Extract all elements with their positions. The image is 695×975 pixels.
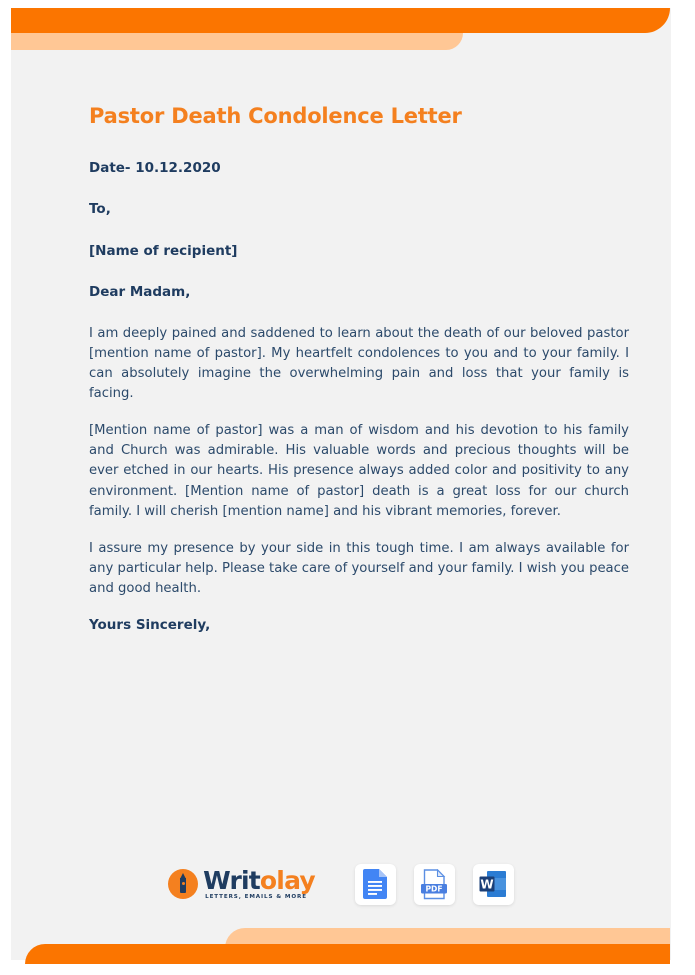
recipient-line: [Name of recipient] [89, 242, 238, 259]
footer-accent-bar-solid [25, 944, 670, 964]
download-pdf-button[interactable] [414, 864, 455, 905]
header-accent-bar-solid [11, 8, 670, 33]
footer-bar [11, 853, 671, 915]
letter-sheet [11, 8, 671, 960]
pdf-file-icon [420, 869, 448, 900]
download-google-docs-button[interactable] [355, 864, 396, 905]
logo-wordmark [203, 865, 315, 895]
logo-tagline: LETTERS, EMAILS & MORE [205, 893, 307, 900]
word-file-icon [478, 869, 508, 899]
to-line: To, [89, 201, 111, 218]
salutation-line: Dear Madam, [89, 283, 191, 300]
date-line: Date- 10.12.2020 [89, 160, 221, 177]
word-label: W [480, 877, 494, 892]
letter-content [89, 104, 629, 633]
writolay-logo [168, 865, 315, 901]
logo-word-part-1: Writ [203, 865, 260, 895]
sign-off-line: Yours Sincerely, [89, 616, 211, 633]
body-paragraph-3: I assure my presence by your side in this tough time. I am always available for any particular help. Please take care of yourself and your family. I wish you peace and good health. [89, 540, 629, 596]
pdf-label: PDF [425, 883, 443, 893]
body-paragraph-2: [Mention name of pastor] was a man of wisdom and his devotion to his family and Church was admirable. His valuable words and precious thoughts will be ever etched in our hearts. His presence always added color and positivity to any environment. [Mention name of pastor] death is a great loss for our church family. I will cherish [mention name] and his vibrant memories, forever. [89, 423, 629, 519]
page-title: Pastor Death Condolence Letter [89, 104, 462, 128]
download-word-button[interactable] [473, 864, 514, 905]
pen-circle-icon [168, 869, 198, 899]
header-accent-bar-light [11, 33, 463, 50]
logo-word-part-2: olay [259, 865, 315, 895]
google-docs-icon [363, 869, 388, 899]
body-paragraph-1: I am deeply pained and saddened to learn about the death of our beloved pastor [mention name of pastor]. My heartfelt condolences to you and to your family. I can absolutely imagine the overwhelming pain and loss that your family is facing. [89, 326, 629, 402]
